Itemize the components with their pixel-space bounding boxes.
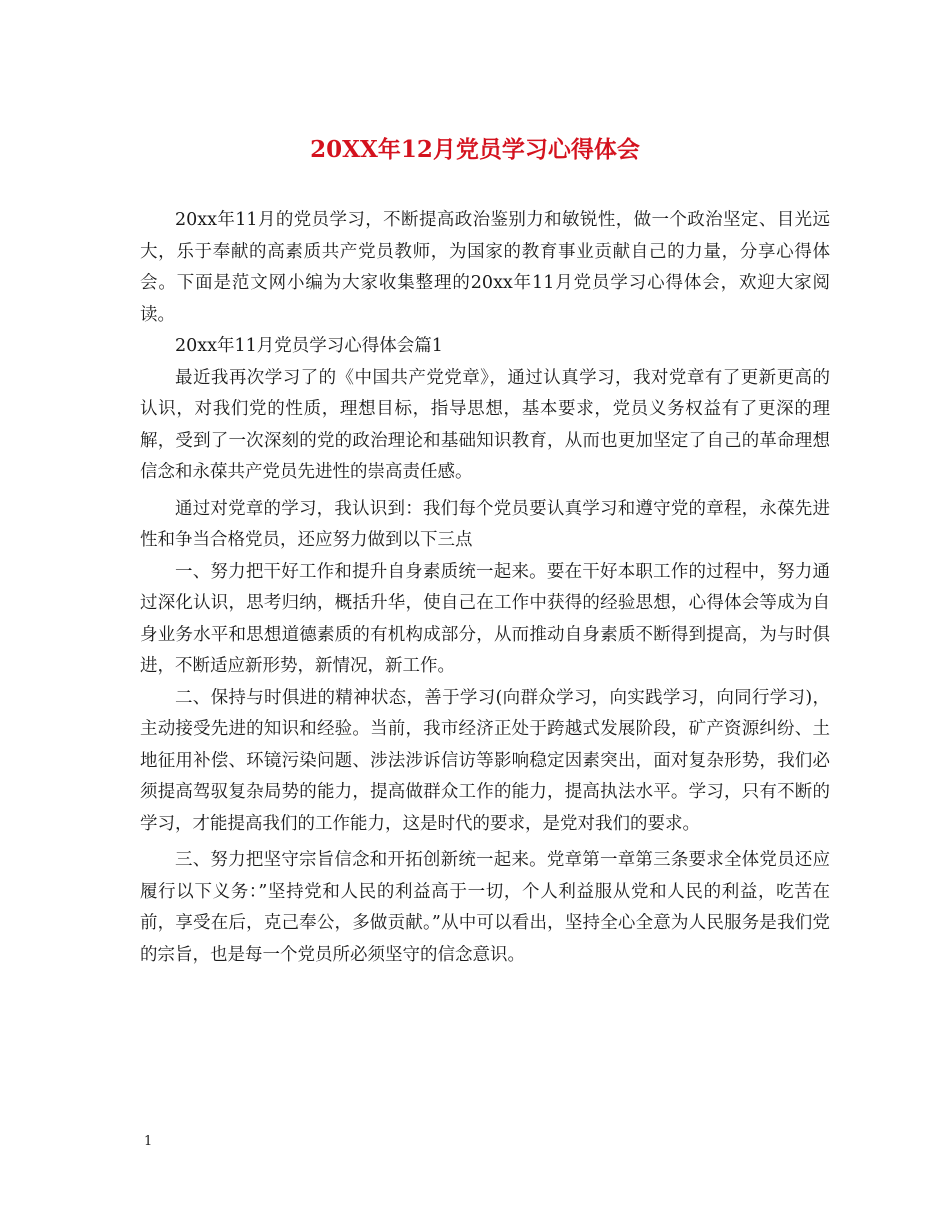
document-body bbox=[140, 205, 830, 971]
paragraph-party-constitution: 最近我再次学习了的《中国共产党党章》，通过认真学习，我对党章有了更新更高的认识，对我们党的性质，理想目标，指导思想，基本要求，党员义务权益有了更深的理解，受到了一次深刻的党的政治理论和基础知识教育，从而也更加坚定了自己的革命理想信念和永葆共产党员先进性的崇高责任感。 bbox=[140, 367, 830, 482]
page-number: 1 bbox=[144, 1134, 153, 1149]
paragraph-point-two: 二、保持与时俱进的精神状态，善于学习(向群众学习，向实践学习，向同行学习)，主动接受先进的知识和经验。当前，我市经济正处于跨越式发展阶段，矿产资源纠纷、土地征用补偿、环镜污染问题、涉法涉诉信访等影响稳定因素突出，面对复杂形势，我们必须提高驾驭复杂局势的能力，提高做群众工作的能力，提高执法水平。学习，只有不断的学习，才能提高我们的工作能力，这是时代的要求，是党对我们的要求。 bbox=[140, 687, 830, 834]
paragraph-intro: 20xx年11月的党员学习，不断提高政治鉴别力和敏锐性，做一个政治坚定、目光远大，乐于奉献的高素质共产党员教师，为国家的教育事业贡献自己的力量，分享心得体会。下面是范文网小编为大家收集整理的20xx年11月党员学习心得体会，欢迎大家阅读。 bbox=[140, 210, 830, 325]
paragraph-point-one: 一、努力把干好工作和提升自身素质统一起来。要在干好本职工作的过程中，努力通过深化认识，思考归纳，概括升华，使自己在工作中获得的经验思想，心得体会等成为自身业务水平和思想道德素质的有机构成部分，从而推动自身素质不断得到提高，为与时俱进，不断适应新形势，新情况，新工作。 bbox=[140, 561, 830, 676]
document-title: 20XX年12月党员学习心得体会 bbox=[310, 136, 640, 163]
paragraph-subheading: 20xx年11月党员学习心得体会篇1 bbox=[175, 336, 443, 356]
paragraph-understanding: 通过对党章的学习，我认识到：我们每个党员要认真学习和遵守党的章程，永葆先进性和争当合格党员，还应努力做到以下三点 bbox=[140, 498, 830, 550]
paragraph-point-three: 三、努力把坚守宗旨信念和开拓创新统一起来。党章第一章第三条要求全体党员还应履行以下义务：”坚持党和人民的利益高于一切，个人利益服从党和人民的利益，吃苦在前，享受在后，克己奉公，多做贡献。”从中可以看出，坚持全心全意为人民服务是我们党的宗旨，也是每一个党员所必须坚守的信念意识。 bbox=[140, 850, 830, 965]
